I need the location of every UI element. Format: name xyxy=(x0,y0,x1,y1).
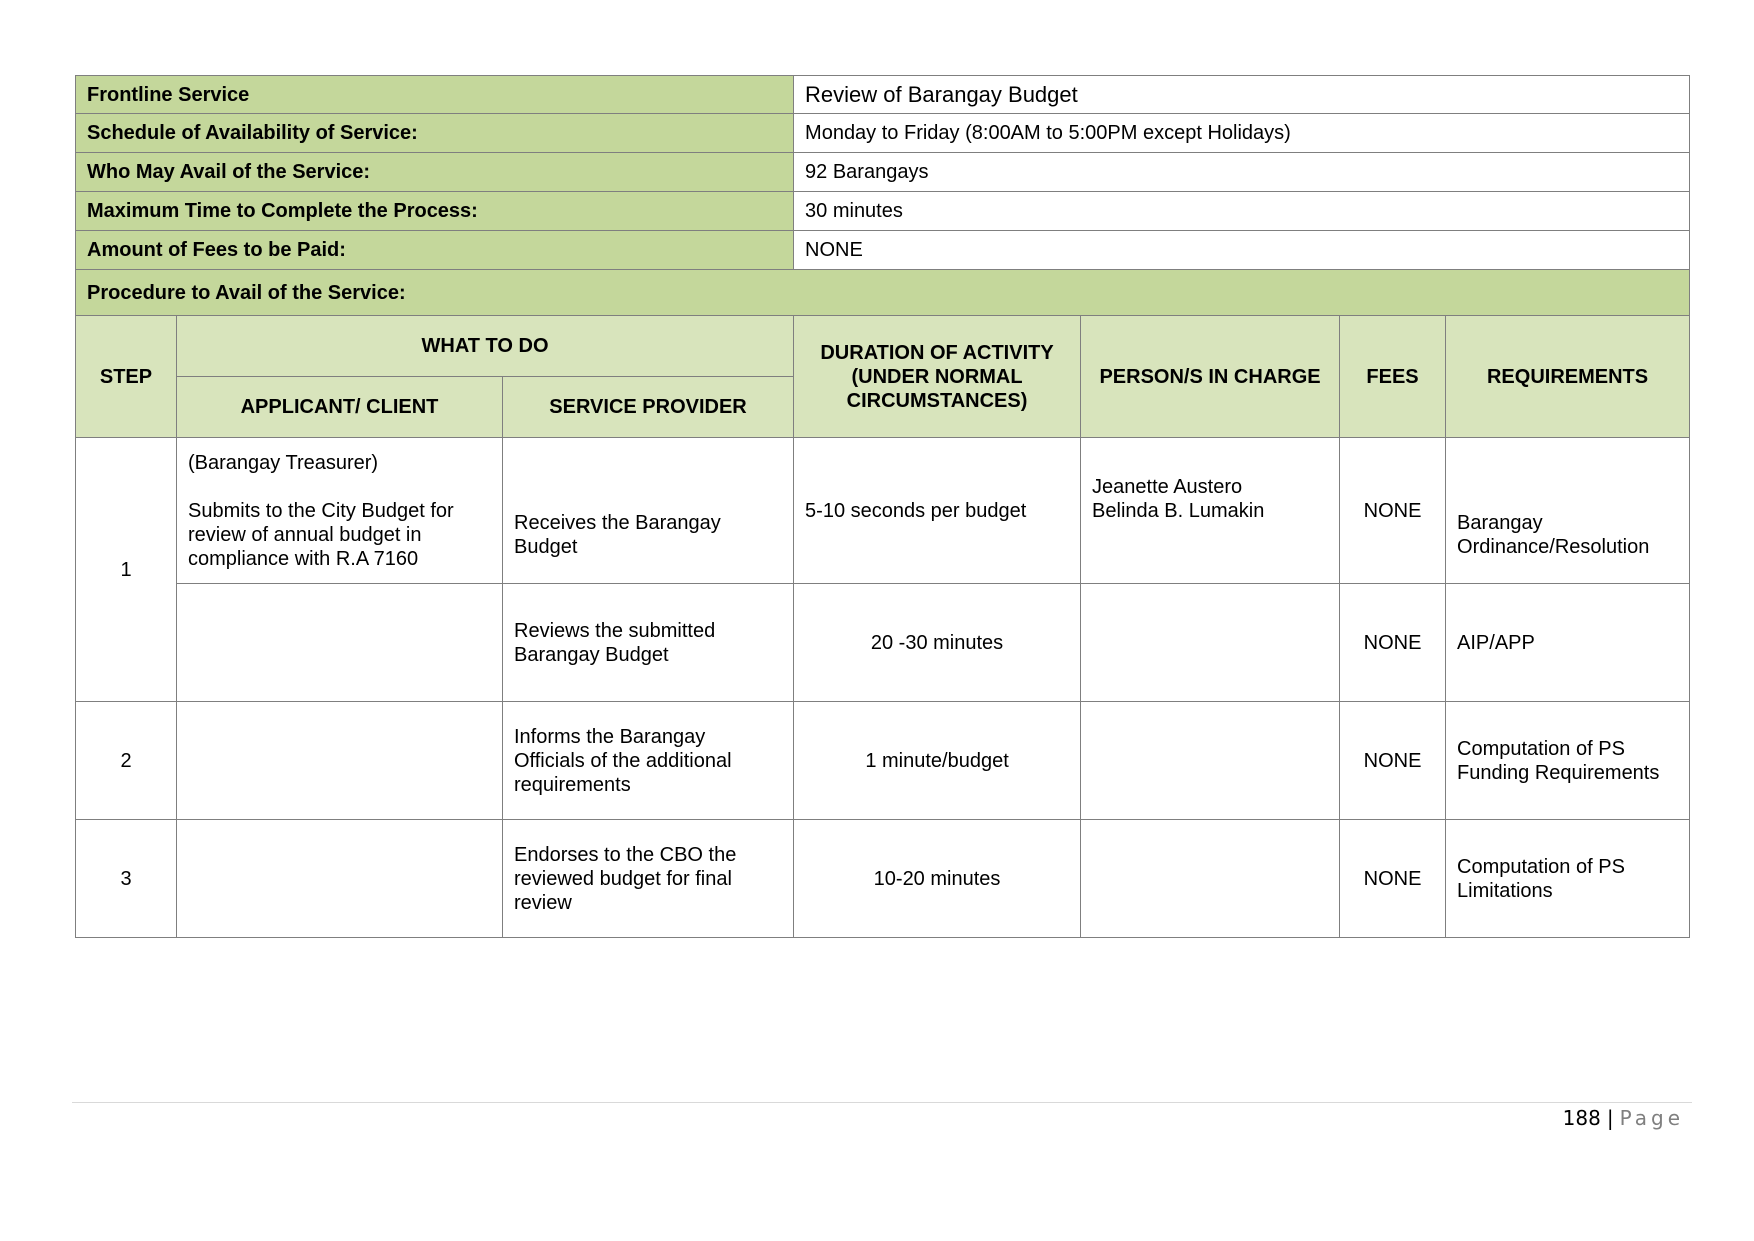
column-header-row-1 xyxy=(76,316,1690,377)
frontline-service-label: Frontline Service xyxy=(76,76,794,114)
step-cell: 2 xyxy=(76,702,177,820)
who-may-avail-label: Who May Avail of the Service: xyxy=(76,153,794,192)
fees-cell: NONE xyxy=(1340,584,1446,702)
page-word: Page xyxy=(1619,1106,1684,1130)
applicant-cell: (Barangay Treasurer) Submits to the City Budget for review of annual budget in compliance with R.A 7160 xyxy=(177,438,503,584)
schedule-value: Monday to Friday (8:00AM to 5:00PM except Holidays) xyxy=(794,114,1690,153)
table-row xyxy=(76,438,1690,584)
duration-cell: 10-20 minutes xyxy=(794,820,1081,938)
requirements-cell: Computation of PS Limitations xyxy=(1446,820,1690,938)
person-in-charge-header: PERSON/S IN CHARGE xyxy=(1081,316,1340,438)
fees-amount-row xyxy=(76,231,1690,270)
person-in-charge-cell xyxy=(1081,702,1340,820)
page-separator: | xyxy=(1606,1106,1614,1130)
duration-cell: 1 minute/budget xyxy=(794,702,1081,820)
fees-header: FEES xyxy=(1340,316,1446,438)
table-row xyxy=(76,584,1690,702)
provider-cell: Endorses to the CBO the reviewed budget for final review xyxy=(503,820,794,938)
fees-cell: NONE xyxy=(1340,702,1446,820)
requirements-header: REQUIREMENTS xyxy=(1446,316,1690,438)
duration-cell: 5-10 seconds per budget xyxy=(794,438,1081,584)
frontline-service-value: Review of Barangay Budget xyxy=(794,76,1690,114)
procedure-label: Procedure to Avail of the Service: xyxy=(76,270,1690,316)
max-time-value: 30 minutes xyxy=(794,192,1690,231)
footer-divider xyxy=(72,1102,1692,1103)
duration-cell: 20 -30 minutes xyxy=(794,584,1081,702)
service-provider-header: SERVICE PROVIDER xyxy=(503,377,794,438)
page-number: 188 xyxy=(1562,1106,1601,1130)
page-footer xyxy=(1563,1106,1684,1130)
step-cell: 1 xyxy=(76,438,177,702)
provider-cell: Receives the Barangay Budget xyxy=(503,438,794,584)
applicant-cell xyxy=(177,820,503,938)
provider-cell: Reviews the submitted Barangay Budget xyxy=(503,584,794,702)
fees-amount-value: NONE xyxy=(794,231,1690,270)
table-row xyxy=(76,820,1690,938)
applicant-cell xyxy=(177,584,503,702)
max-time-row xyxy=(76,192,1690,231)
requirements-cell: AIP/APP xyxy=(1446,584,1690,702)
fees-cell: NONE xyxy=(1340,820,1446,938)
schedule-row xyxy=(76,114,1690,153)
fees-cell: NONE xyxy=(1340,438,1446,584)
table-row xyxy=(76,702,1690,820)
person-in-charge-cell xyxy=(1081,584,1340,702)
fees-amount-label: Amount of Fees to be Paid: xyxy=(76,231,794,270)
applicant-client-header: APPLICANT/ CLIENT xyxy=(177,377,503,438)
requirements-cell: Barangay Ordinance/Resolution xyxy=(1446,438,1690,584)
max-time-label: Maximum Time to Complete the Process: xyxy=(76,192,794,231)
person-in-charge-cell: Jeanette Austero Belinda B. Lumakin xyxy=(1081,438,1340,584)
what-to-do-header: WHAT TO DO xyxy=(177,316,794,377)
frontline-service-row xyxy=(76,76,1690,114)
person-in-charge-cell xyxy=(1081,820,1340,938)
provider-cell: Informs the Barangay Officials of the additional requirements xyxy=(503,702,794,820)
duration-header: DURATION OF ACTIVITY (UNDER NORMAL CIRCUMSTANCES) xyxy=(794,316,1081,438)
step-header: STEP xyxy=(76,316,177,438)
who-may-avail-row xyxy=(76,153,1690,192)
citizens-charter-table xyxy=(75,75,1690,938)
procedure-row xyxy=(76,270,1690,316)
requirements-cell: Computation of PS Funding Requirements xyxy=(1446,702,1690,820)
applicant-cell xyxy=(177,702,503,820)
schedule-label: Schedule of Availability of Service: xyxy=(76,114,794,153)
step-cell: 3 xyxy=(76,820,177,938)
who-may-avail-value: 92 Barangays xyxy=(794,153,1690,192)
